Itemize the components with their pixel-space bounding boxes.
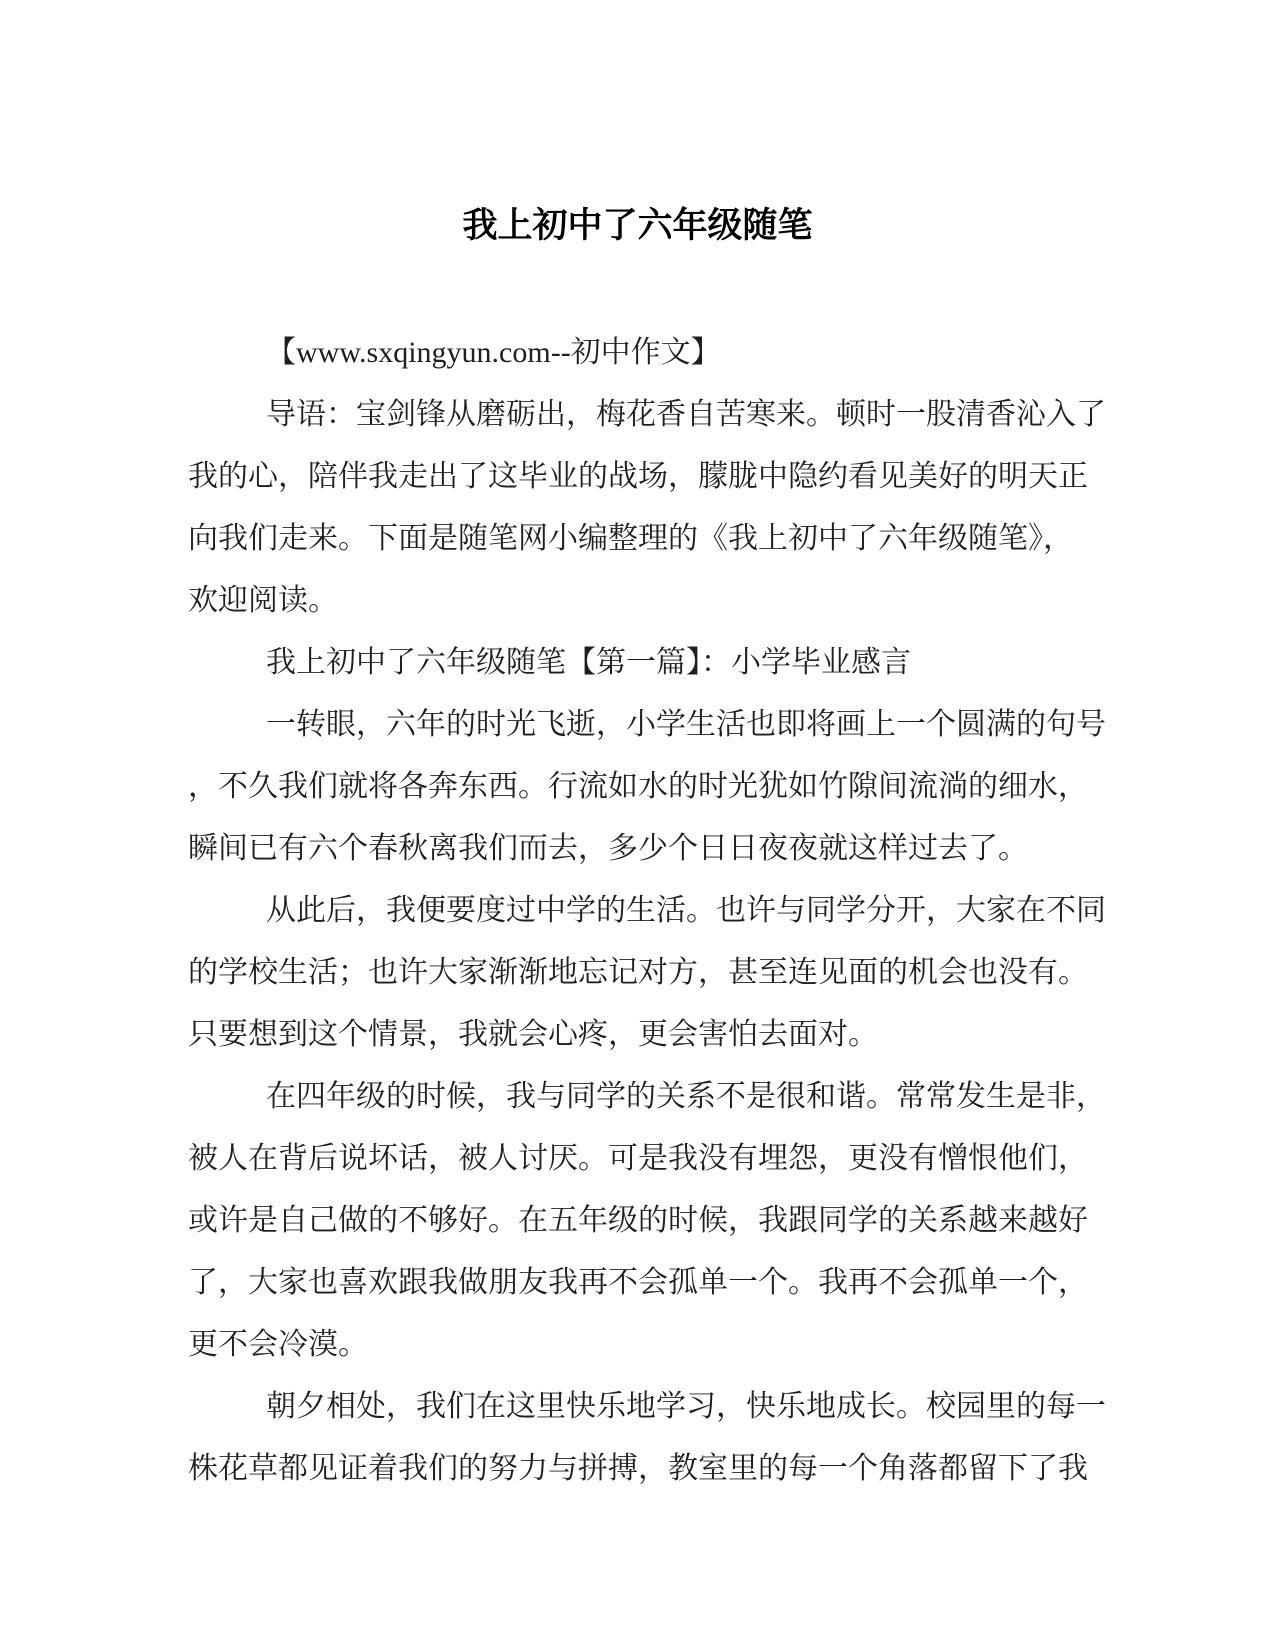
text-line: 了，大家也喜欢跟我做朋友我再不会孤单一个。我再不会孤单一个， (188, 1266, 1088, 1299)
text-line: 从此后，我便要度过中学的生活。也许与同学分开，大家在不同 (266, 894, 1106, 927)
text-line: 【www.sxqingyun.com--初中作文】 (266, 336, 721, 369)
text-line: 被人在背后说坏话，被人讨厌。可是我没有埋怨，更没有憎恨他们， (188, 1142, 1088, 1175)
text-line: 我的心，陪伴我走出了这毕业的战场，朦胧中隐约看见美好的明天正 (188, 460, 1088, 493)
text-line: 我上初中了六年级随笔【第一篇】：小学毕业感言 (266, 646, 911, 679)
text-line: 瞬间已有六个春秋离我们而去，多少个日日夜夜就这样过去了。 (188, 832, 1028, 865)
text-line: 向我们走来。下面是随笔网小编整理的《我上初中了六年级随笔》， (188, 522, 1073, 555)
text-line: 的学校生活；也许大家渐渐地忘记对方，甚至连见面的机会也没有。 (188, 956, 1088, 989)
text-line: 只要想到这个情景，我就会心疼，更会害怕去面对。 (188, 1018, 878, 1051)
document-body (188, 322, 1138, 1500)
text-line: 或许是自己做的不够好。在五年级的时候，我跟同学的关系越来越好 (188, 1204, 1088, 1237)
text-line: 欢迎阅读。 (188, 584, 338, 617)
text-line: 在四年级的时候，我与同学的关系不是很和谐。常常发生是非， (266, 1080, 1106, 1113)
text-line: 导语：宝剑锋从磨砺出，梅花香自苦寒来。顿时一股清香沁入了 (266, 398, 1106, 431)
document-title: 我上初中了六年级随笔 (462, 206, 813, 245)
text-line: 一转眼，六年的时光飞逝，小学生活也即将画上一个圆满的句号 (266, 708, 1106, 741)
text-line: 株花草都见证着我们的努力与拼搏，教室里的每一个角落都留下了我 (188, 1452, 1088, 1485)
text-line: 朝夕相处，我们在这里快乐地学习，快乐地成长。校园里的每一 (266, 1390, 1106, 1423)
text-line: 更不会冷漠。 (188, 1328, 368, 1361)
text-line: ，不久我们就将各奔东西。行流如水的时光犹如竹隙间流淌的细水， (188, 770, 1088, 803)
